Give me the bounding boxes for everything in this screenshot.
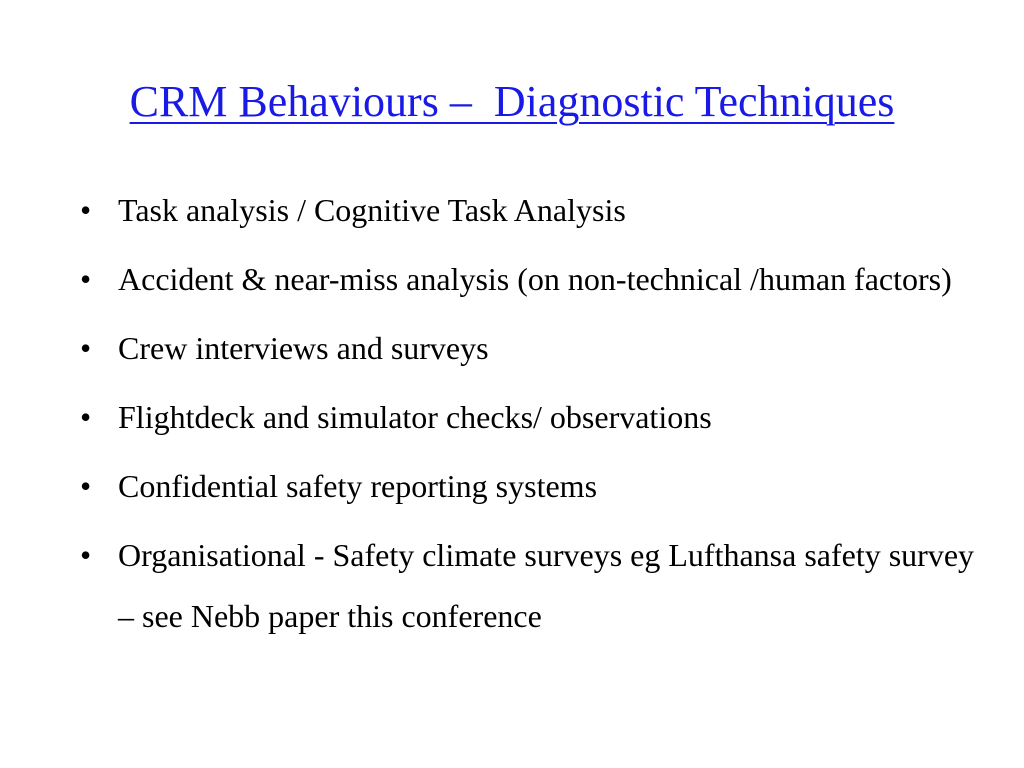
bullet-marker: • [80, 261, 92, 297]
bullet-text: Task analysis / Cognitive Task Analysis [118, 192, 626, 228]
bullet-text: Crew interviews and surveys [118, 330, 489, 366]
bullet-marker: • [80, 537, 92, 573]
bullet-marker: • [80, 399, 92, 435]
bullet-item-accident-analysis [80, 249, 980, 310]
bullet-marker: • [80, 330, 92, 366]
bullet-list [80, 180, 980, 655]
slide-title: CRM Behaviours – Diagnostic Techniques [129, 77, 895, 126]
bullet-item-safety-reporting [80, 456, 980, 517]
bullet-marker: • [80, 192, 92, 228]
bullet-marker: • [80, 468, 92, 504]
bullet-item-flightdeck-checks [80, 387, 980, 448]
bullet-item-task-analysis [80, 180, 980, 241]
bullet-item-crew-interviews [80, 318, 980, 379]
bullet-item-organisational [80, 525, 980, 647]
bullet-text: Organisational - Safety climate surveys eg Lufthansa safety survey – see Nebb paper this conference [118, 537, 975, 634]
bullet-text: Confidential safety reporting systems [118, 468, 598, 504]
bullet-text: Flightdeck and simulator checks/ observations [118, 399, 712, 435]
bullet-text: Accident & near-miss analysis (on non-technical /human factors) [118, 261, 952, 297]
